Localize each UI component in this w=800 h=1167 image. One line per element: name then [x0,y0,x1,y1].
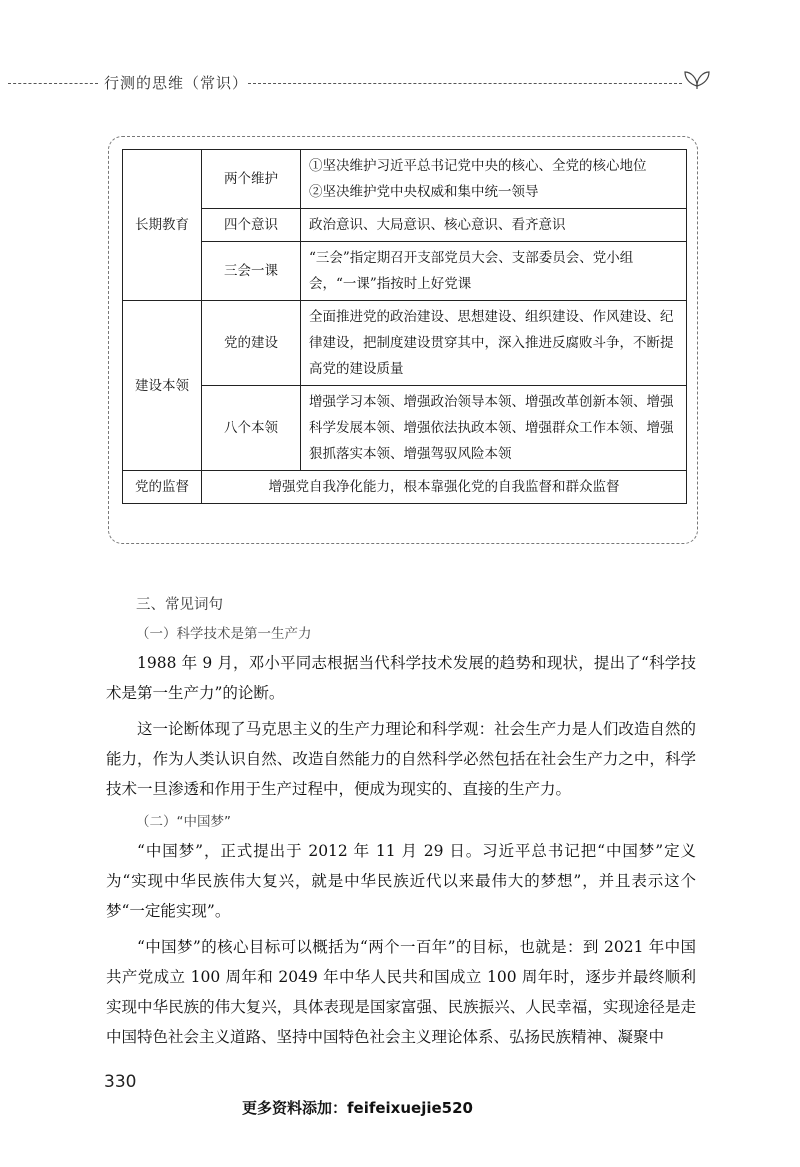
category-cell: 长期教育 [123,150,202,301]
table-row [123,150,687,209]
paragraph: 这一论断体现了马克思主义的生产力理论和科学观：社会生产力是人们改造自然的能力，作为人类认识自然、改造自然能力的自然科学必然包括在社会生产力之中，科学技术一旦渗透和作用于生产过程中，便成为现实的、直接的生产力。 [106,720,696,798]
description-cell: 政治意识、大局意识、核心意识、看齐意识 [301,209,687,242]
table-row [123,242,687,301]
description-cell: 增强学习本领、增强政治领导本领、增强改革创新本领、增强科学发展本领、增强依法执政本领、增强群众工作本领、增强狠抓落实本领、增强驾驭风险本领 [301,386,687,471]
description-line: ②坚决维护党中央权威和集中统一领导 [309,184,539,200]
table-row [123,209,687,242]
subsection-heading: （二）“中国梦” [136,814,231,830]
table-row [123,471,687,504]
party-building-table [122,149,687,504]
description-cell [301,150,687,209]
paragraph: “中国梦”的核心目标可以概括为“两个一百年”的目标，也就是：到 2021 年中国共产党成立 100 周年和 2049 年中华人民共和国成立 100 周年时，逐步并最终顺利实现中华民族的伟大复兴，具体表现是国家富强、民族振兴、人民幸福，实现途径是走中国特色社会主义道路、坚持中国特色社会主义理论体系、弘扬民族精神、凝聚中 [106,938,696,1046]
section-heading: 三、常见词句 [136,597,223,613]
item-cell: 党的建设 [202,301,301,386]
table-row [123,386,687,471]
body-content [106,592,696,1058]
description-line: ①坚决维护习近平总书记党中央的核心、全党的核心地位 [309,158,647,174]
leaf-icon [682,64,712,90]
item-cell: 三会一课 [202,242,301,301]
category-cell: 建设本领 [123,301,202,471]
description-cell: 增强党自我净化能力，根本靠强化党的自我监督和群众监督 [202,471,687,504]
table-row [123,301,687,386]
header-rule-right [248,83,682,84]
header-title: 行测的思维（常识） [104,74,249,92]
description-cell: 全面推进党的政治建设、思想建设、组织建设、作风建设、纪律建设，把制度建设贯穿其中，深入推进反腐败斗争，不断提高党的建设质量 [301,301,687,386]
category-cell: 党的监督 [123,471,202,504]
footer-note: 更多资料添加：feifeixuejie520 [242,1099,473,1117]
subsection-heading: （一）科学技术是第一生产力 [136,626,312,642]
page-number: 330 [104,1072,137,1092]
paragraph: “中国梦”，正式提出于 2012 年 11 月 29 日。习近平总书记把“中国梦”定义为“实现中华民族伟大复兴，就是中华民族近代以来最伟大的梦想”，并且表示这个梦“一定能实现”。 [106,842,696,920]
running-header [0,70,800,100]
item-cell: 四个意识 [202,209,301,242]
paragraph: 1988 年 9 月，邓小平同志根据当代科学技术发展的趋势和现状，提出了“科学技术是第一生产力”的论断。 [106,654,696,702]
item-cell: 两个维护 [202,150,301,209]
description-cell: “三会”指定期召开支部党员大会、支部委员会、党小组会，“一课”指按时上好党课 [301,242,687,301]
header-rule-left [8,83,98,84]
item-cell: 八个本领 [202,386,301,471]
